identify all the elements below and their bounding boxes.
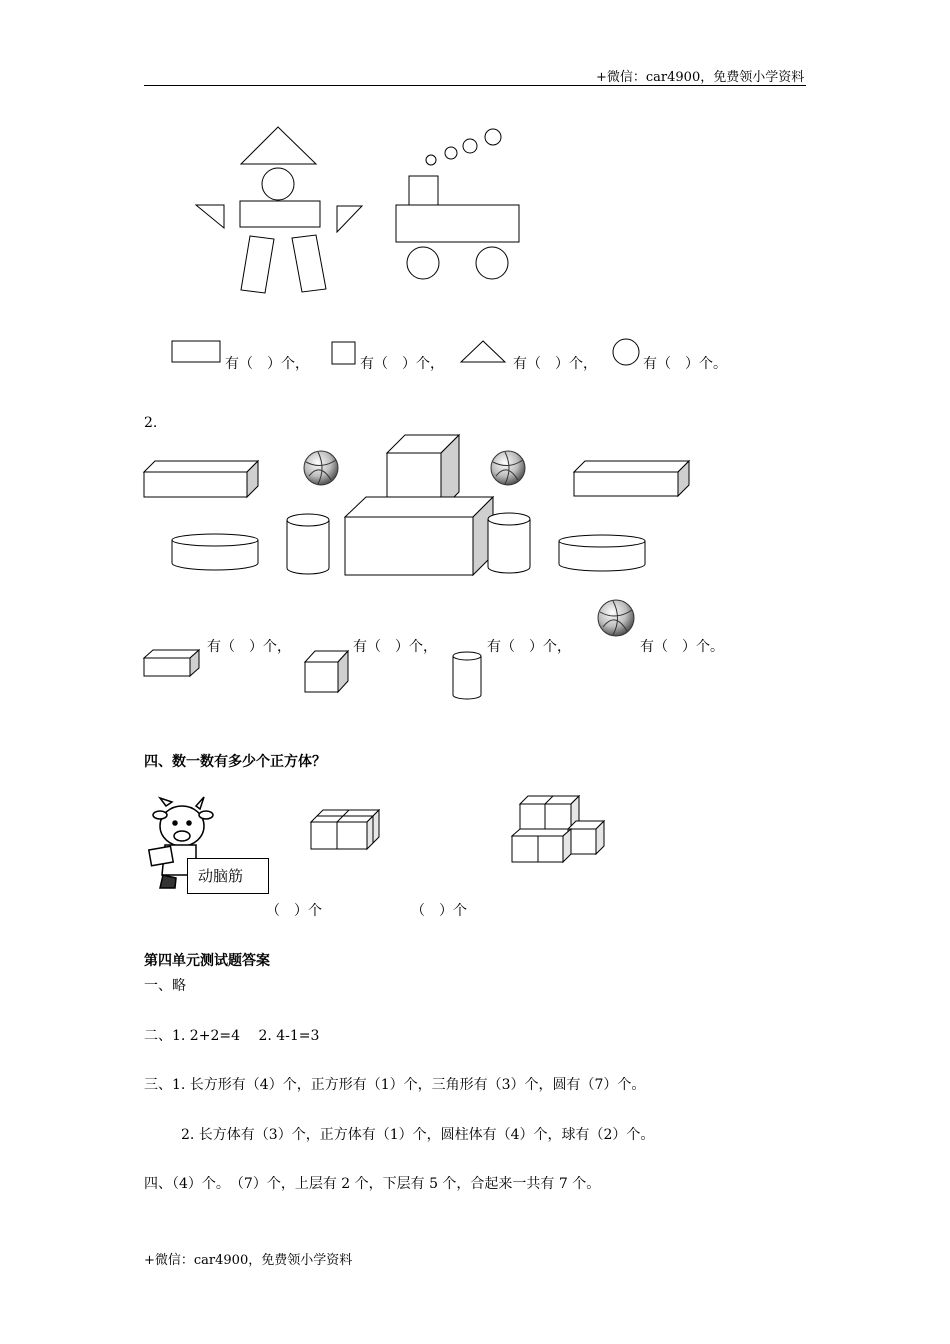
answer-line-1: 一、略 — [144, 978, 186, 994]
triangle-count-label: 有（ ）个， — [513, 356, 597, 372]
ball-count-label: 有（ ）个。 — [640, 639, 724, 655]
rect-count-label: 有（ ）个， — [225, 356, 309, 372]
answer-line-3: 三、1. 长方形有（4）个，正方形有（1）个，三角形有（3）个，圆有（7）个。 — [144, 1077, 646, 1093]
cube-stack-7 — [512, 796, 604, 862]
cylinder-count-label: 有（ ）个， — [487, 639, 571, 655]
mascot-note-box: 动脑筋 — [187, 858, 269, 894]
footer-text: +微信：car4900，免费领小学资料 — [144, 1253, 353, 1268]
question-2-number: 2. — [144, 415, 158, 431]
answer-blank-2: （ ）个 — [411, 903, 467, 919]
cube-count-label: 有（ ）个， — [353, 639, 437, 655]
answer-blank-1: （ ）个 — [266, 903, 322, 919]
answer-line-5: 四、（4）个。 （7）个，上层有 2 个，下层有 5 个，合起来一共有 7 个。 — [144, 1176, 601, 1192]
header-text: +微信：car4900，免费领小学资料 — [596, 70, 805, 85]
answer-line-4: 2. 长方体有（3）个，正方体有（1）个，圆柱体有（4）个，球有（2）个。 — [181, 1127, 655, 1143]
square-count-label: 有（ ）个， — [360, 356, 444, 372]
answers-title: 第四单元测试题答案 — [144, 953, 270, 969]
circle-count-label: 有（ ）个。 — [643, 356, 727, 372]
section-4-title: 四、数一数有多少个正方体？ — [144, 754, 326, 770]
cuboid-count-label: 有（ ）个， — [207, 639, 291, 655]
answer-line-2: 二、1. 2+2=4 2. 4-1=3 — [144, 1028, 320, 1044]
cube-stack-4 — [311, 810, 379, 849]
